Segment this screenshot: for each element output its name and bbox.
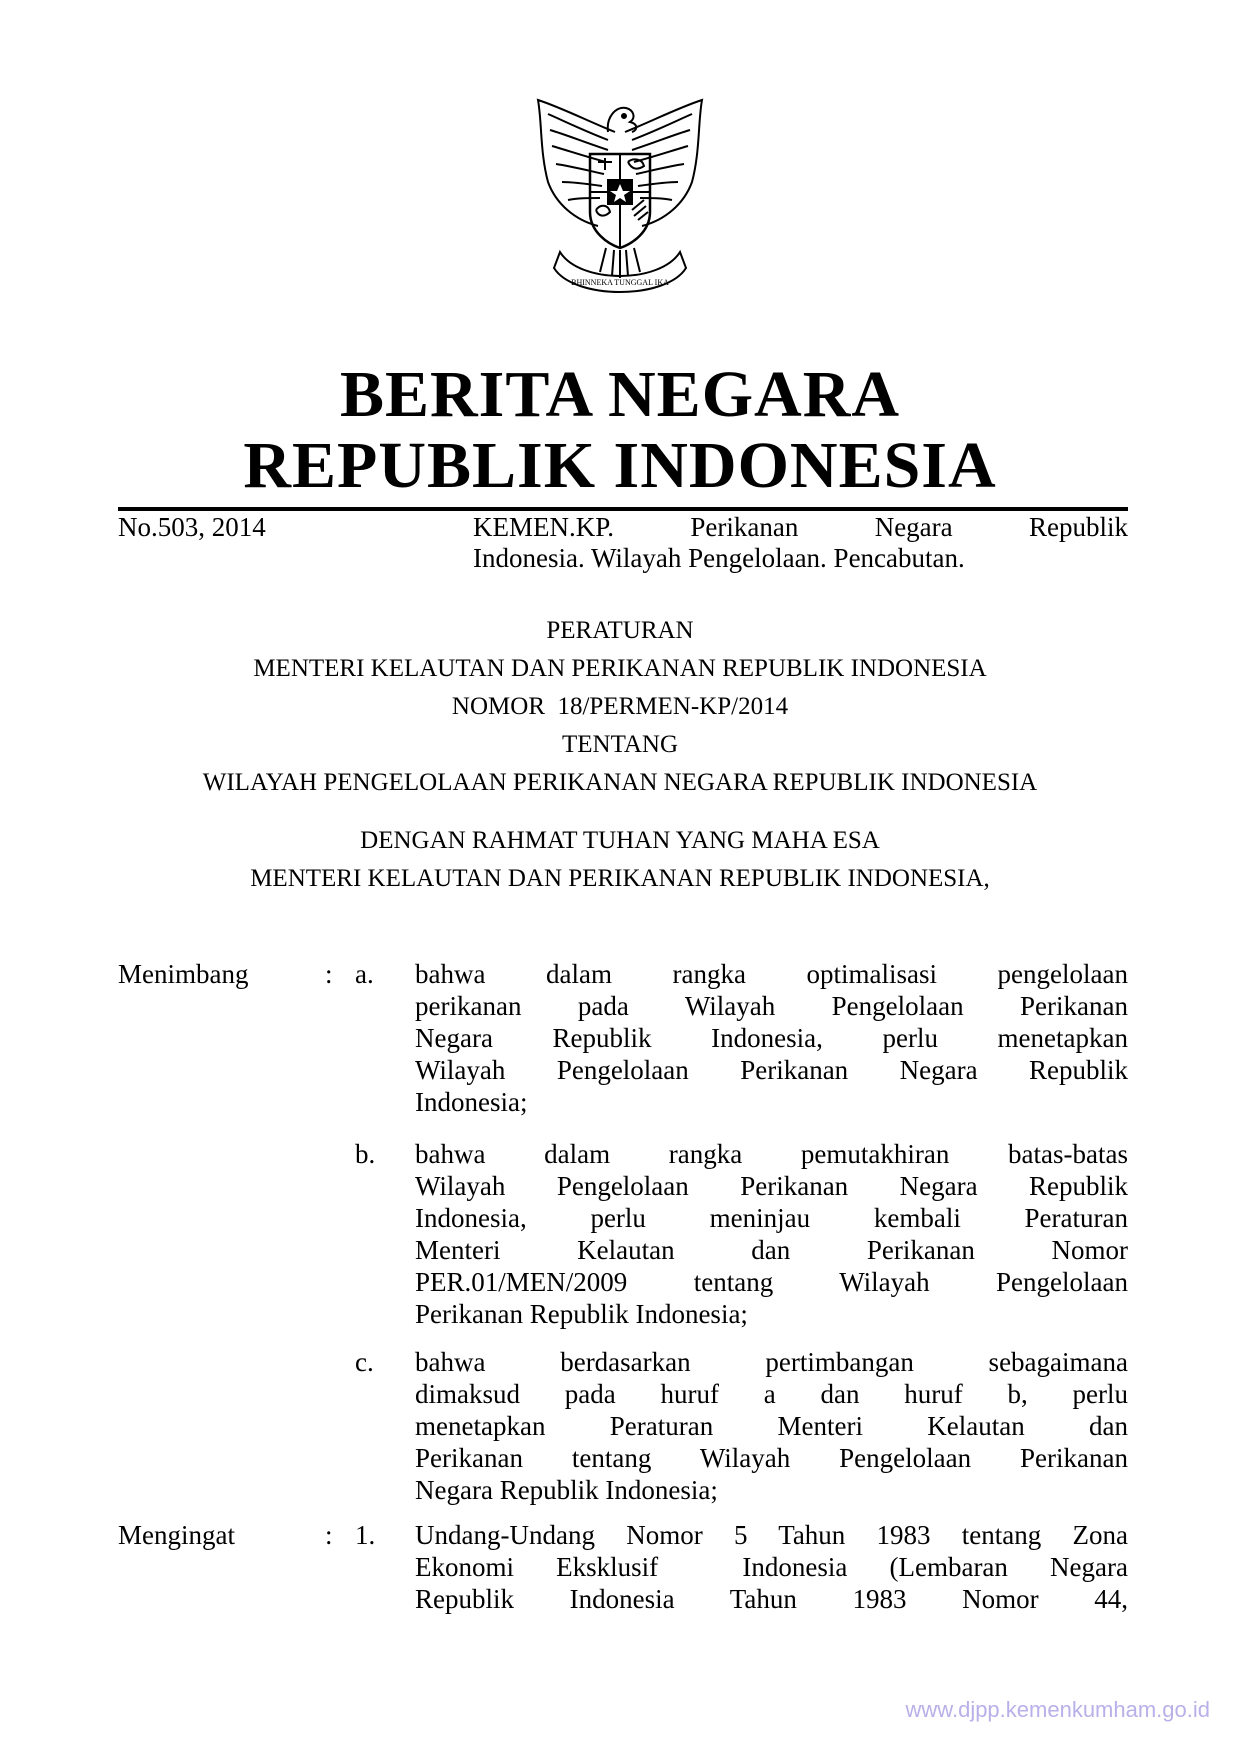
paragraph-line: Republik Indonesia Tahun 1983 Nomor 44, [415, 1584, 1128, 1614]
heading-line: MENTERI KELAUTAN DAN PERIKANAN REPUBLIK INDONESIA [253, 655, 987, 682]
paragraph-line: Negara Republik Indonesia, perlu menetapkan [415, 1023, 1128, 1053]
paragraph-line: Ekonomi Eksklusif Indonesia (Lembaran Negara [415, 1552, 1128, 1582]
garuda-emblem-icon [520, 92, 720, 312]
paragraph-line: perikanan pada Wilayah Pengelolaan Perikanan [415, 991, 1128, 1021]
menimbang-colon: : [325, 959, 333, 989]
menimbang-item-b [415, 1138, 1128, 1330]
menimbang-item-c [415, 1346, 1128, 1506]
paragraph-line: Negara Republik Indonesia; [415, 1475, 718, 1505]
masthead-title-line1: BERITA NEGARA [339, 358, 901, 431]
menimbang-item-a [415, 958, 1128, 1118]
mengingat-label: Mengingat [118, 1520, 235, 1550]
paragraph-line: Indonesia; [415, 1087, 528, 1117]
paragraph-line: Undang-Undang Nomor 5 Tahun 1983 tentang Zona [415, 1520, 1128, 1550]
paragraph-line: bahwa dalam rangka optimalisasi pengelolaan [415, 959, 1128, 989]
opening-line: MENTERI KELAUTAN DAN PERIKANAN REPUBLIK INDONESIA, [250, 865, 990, 892]
emblem-motto: BHINNEKA TUNGGAL IKA [571, 278, 669, 287]
menimbang-label: Menimbang [118, 959, 249, 989]
paragraph-line: PER.01/MEN/2009 tentang Wilayah Pengelolaan [415, 1267, 1128, 1297]
regulation-heading [0, 612, 1240, 802]
issue-subject [473, 512, 1128, 574]
mengingat-item-mark: 1. [355, 1520, 376, 1550]
paragraph-line: Indonesia, perlu meninjau kembali Peraturan [415, 1203, 1128, 1233]
issue-subject-line: KEMEN.KP. Perikanan Negara Republik [473, 512, 1128, 542]
footer-website-link[interactable]: www.djpp.kemenkumham.go.id [905, 1697, 1210, 1722]
paragraph-line: dimaksud pada huruf a dan huruf b, perlu [415, 1379, 1128, 1409]
mengingat-item-1 [415, 1519, 1128, 1615]
paragraph-line: menetapkan Peraturan Menteri Kelautan dan [415, 1411, 1128, 1441]
opening-line: DENGAN RAHMAT TUHAN YANG MAHA ESA [360, 827, 880, 854]
masthead-rule [118, 507, 1128, 511]
heading-line: NOMOR 18/PERMEN-KP/2014 [451, 693, 789, 720]
issue-number: No.503, 2014 [118, 512, 266, 542]
menimbang-item-mark: c. [355, 1347, 374, 1377]
paragraph-line: Wilayah Pengelolaan Perikanan Negara Republik [415, 1055, 1128, 1085]
menimbang-item-mark: a. [355, 959, 374, 989]
opening-formula [0, 822, 1240, 898]
mengingat-colon: : [325, 1520, 333, 1550]
paragraph-line: Perikanan Republik Indonesia; [415, 1299, 748, 1329]
paragraph-line: bahwa dalam rangka pemutakhiran batas-batas [415, 1139, 1128, 1169]
masthead-title-line2: REPUBLIK INDONESIA [243, 429, 997, 502]
issue-subject-line: Indonesia. Wilayah Pengelolaan. Pencabutan. [473, 543, 965, 573]
heading-line: PERATURAN [546, 617, 694, 644]
paragraph-line: Perikanan tentang Wilayah Pengelolaan Perikanan [415, 1443, 1128, 1473]
heading-line: TENTANG [561, 731, 679, 758]
paragraph-line: Wilayah Pengelolaan Perikanan Negara Republik [415, 1171, 1128, 1201]
menimbang-item-mark: b. [355, 1139, 376, 1169]
paragraph-line: bahwa berdasarkan pertimbangan sebagaimana [415, 1347, 1128, 1377]
heading-line: WILAYAH PENGELOLAAN PERIKANAN NEGARA REPUBLIK INDONESIA [202, 769, 1038, 796]
paragraph-line: Menteri Kelautan dan Perikanan Nomor [415, 1235, 1128, 1265]
